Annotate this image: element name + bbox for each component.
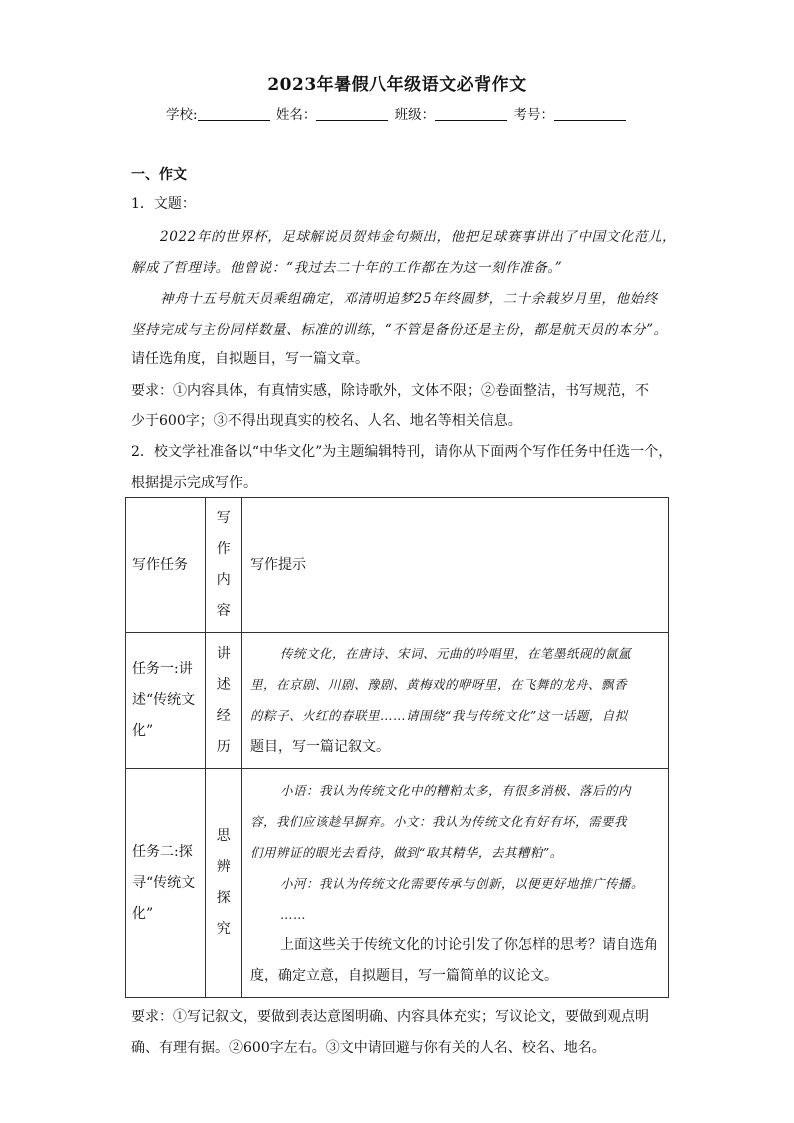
table-header-row <box>126 498 669 633</box>
student-info-line <box>0 103 794 123</box>
page-title: 2023年暑假八年级语文必背作文 <box>267 75 527 95</box>
table-row-task1 <box>126 633 669 769</box>
q2-requirement-line2: 确、有理有据。②600字左右。③文中请回避与你有关的人名、校名、地名。 <box>131 1040 606 1056</box>
q2-requirement-line1: 要求：①写记叙文，要做到表达意图明确、内容具体充实；写议论文，要做到观点明 <box>131 1009 649 1025</box>
school-label: 学校: <box>166 107 198 123</box>
q2-intro-line1: 2．校文学社准备以“中华文化”为主题编辑特刊，请你从下面两个写作任务中任选一个， <box>131 444 673 460</box>
task2-hint-cell: 小语：我认为传统文化中的糟粕太多，有很多消极、落后的内 容，我们应该趁早摒弃。小文：我认为传统文化有好有坏，需要我 们用辨证的眼光去看待，做到“取其精华，去其糟粕”。 小河：我认为传统文化需要传承与创新，以便更好地推广传播。 …… 上面这些关于传统文化的讨论引发了你怎样的思考？请自选角 度，确定立意，自拟题目，写一篇简单的议论文。 <box>242 769 669 998</box>
q1-paragraph2-line2: 坚持完成与主份同样数量、标准的训练，“不管是备份还是主份，都是航天员的本分”。 <box>131 322 668 338</box>
q1-intro: 1．文题： <box>131 196 196 212</box>
class-blank[interactable] <box>435 106 507 121</box>
header-content-cell: 写 作 内 容 <box>206 498 242 633</box>
q1-requirement-line2: 少于600字；③不得出现真实的校名、人名、地名等相关信息。 <box>131 413 522 429</box>
q1-prompt: 请任选角度，自拟题目，写一篇文章。 <box>131 351 369 367</box>
q1-requirement-line1: 要求：①内容具体，有真情实感，除诗歌外，文体不限；②卷面整洁，书写规范，不 <box>131 383 649 399</box>
name-blank[interactable] <box>316 106 388 121</box>
q1-paragraph1-line1: 2022年的世界杯，足球解说员贺炜金句频出，他把足球赛事讲出了中国文化范儿， <box>160 229 677 245</box>
task1-content-cell: 讲 述 经 历 <box>206 633 242 769</box>
table-row-task2 <box>126 769 669 998</box>
header-task-cell: 写作任务 <box>126 498 206 633</box>
exam-no-blank[interactable] <box>554 106 626 121</box>
task2-content-cell: 思 辨 探 究 <box>206 769 242 998</box>
section-heading: 一、作文 <box>131 167 187 183</box>
school-blank[interactable] <box>198 106 270 121</box>
q1-paragraph2-line1: 神舟十五号航天员乘组确定，邓清明追梦25年终圆梦，二十余载岁月里，他始终 <box>160 291 658 307</box>
q1-paragraph1-line2: 解成了哲理诗。他曾说：“我过去二十年的工作都在为这一刻作准备。” <box>131 260 563 276</box>
task2-name-cell: 任务二:探 寻“传统文 化” <box>126 769 206 998</box>
task1-hint-cell: 传统文化，在唐诗、宋词、元曲的吟唱里，在笔墨纸砚的氤氲 里，在京剧、川剧、豫剧、黄梅戏的咿呀里，在飞舞的龙舟、飘香 的粽子、火红的春联里……请围绕“我与传统文化”这一话题，自拟 题目，写一篇记叙文。 <box>242 633 669 769</box>
task1-name-cell: 任务一:讲 述“传统文 化” <box>126 633 206 769</box>
exam-no-label: 考号： <box>513 107 554 123</box>
writing-tasks-table <box>125 497 669 998</box>
class-label: 班级： <box>394 107 436 123</box>
header-hint-cell: 写作提示 <box>242 498 669 633</box>
name-label: 姓名： <box>275 107 317 123</box>
q2-intro-line2: 根据提示完成写作。 <box>131 475 257 491</box>
